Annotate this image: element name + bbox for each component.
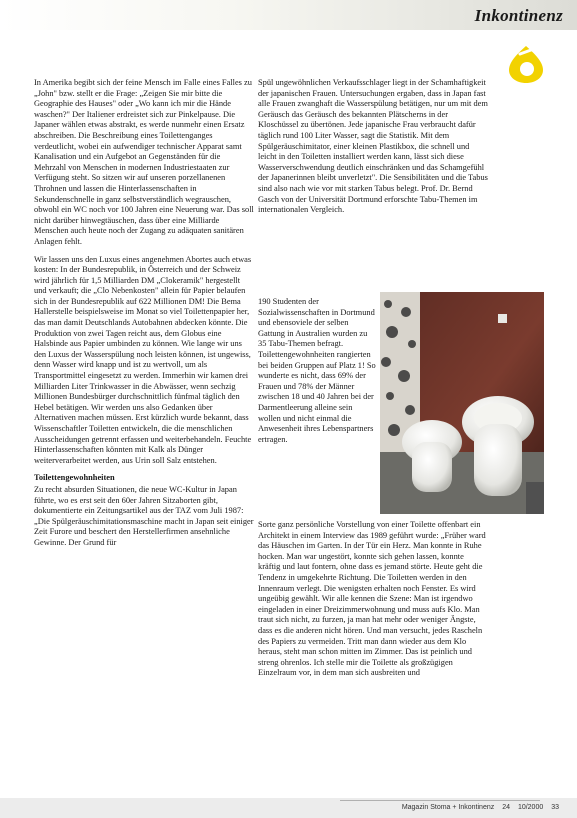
paragraph: Zu recht absurden Situationen, die neue WC-Kultur in Japan führte, wo es erst seit den 60er Jahren Sitzaborten gibt, dokumentierte ein Zeitungsartikel aus der TAZ vom Juli 1987: „Die Spülgeräuschimitationsmaschine macht in Japan seit einiger Zeit Furore und beschert den Herstellerfirmen ansehnliche Gewinne. Der Grund für [34,484,254,547]
article-column-1 [34,78,254,788]
issue-number: 24 [502,804,510,811]
footer-text [396,804,559,811]
paragraph: 190 Studenten der Sozialwissenschaften in Dortmund und ebensoviele der selben Gattung in Australien wurden zu 35 Tabu-Themen befragt. Toilettengewohnheiten rangierten bei beiden Gruppen auf Platz 1! So wunderte es nicht, dass 69% der Frauen und 78% der Männer zwischen 18 und 40 Jahren bei der Darmentleerung alleine sein wollen und nicht einmal die Anwesenheit ihres Lebenspartners ertragen. [258,297,376,444]
issue-date: 10/2000 [517,804,544,811]
paragraph: In Amerika begibt sich der feine Mensch im Falle eines Falles zu „John" bzw. stellt er die Frage: „Zeigen Sie mir bitte die Geographie des Hauses" oder „Wo kann ich mir die Hände waschen?" Der Italiener erdreistet sich zur Pinkelpause. Die Japaner wählen etwas abstrakt, es werde nunmehr einen Ersatz abschreiben. Die Beschreibung eines Toilettenganges verdeutlicht, wobei ein aufwendiger technischer Apparat samt Kanalisation und ein Aufgebot an Gegenständen für die Mehrzahl von Menschen in modernen Industriestaaten zur Verfügung steht. So sitzen wir auf unseren porzellanenen Throhnen und lassen die Hinterlassenschaften in Sekundenschnelle in ganz selbstverständlich wegrauschen, obwohl ein WC noch vor 100 Jahren eine Neuerung war. Das soll nicht darüber hinwegtäuschen, dass über eine Milliarde Menschen auch heute noch der Zugang zu adäquaten sanitären Anlagen fehlt. [34,78,254,246]
subheading: Toilettengewohnheiten [34,473,115,483]
article-column-2-narrow [258,297,376,515]
paragraph: Sorte ganz persönliche Vorstellung von einer Toilette offenbart ein Architekt in einem Interview das 1989 geführt wurde: „Früher ward das Häuschen im Garten. In der Tür ein Herz. Man konnte in Ruhe hocken. Man war ungestört, konnte sich gehen lassen, konnte kräftig und laut fontern, ohne dass es jemand störte. Heute geht die Tendenz in umgekehrte Richtung. Die Toiletten werden in den Innenraum verlegt. Die wenigsten erhalten noch Fenster. Es wird ungeübig gewählt. Wir alle kennen die Szene: Man ist irgendwo eingeladen in einer Dreizimmerwohnung und muss aufs Klo. Man traut sich nicht, zu furzen, ja man hat mehr oder weniger Ängste, dass es die anderen nicht hören. Und man versucht, jedes Rascheln des Papiers zu vermeiden. Tritt man dann wieder aus dem Klo heraus, steht man schon mitten im Zimmer. Das ist peinlich und streng ohrenlos. Ich stelle mir die Toilette als großzügigen Einzelraum vor, in dem man sich ausbreiten und [258,520,486,678]
section-title: Inkontinenz [474,6,563,25]
magazine-name: Magazin Stoma + Inkontinenz [401,804,495,811]
footer-rule [340,800,540,801]
paragraph: Wir lassen uns den Luxus eines angenehmen Abortes auch etwas kosten: In der Bundesrepublik, in Österreich und der Schweiz wird jährlich für 1,5 Milliarden DM „Clokeramik" hergestellt und verkauft; die „Clo Nebenkosten" allein für Papier belaufen sich in der Bundesrepublik auf 622 Millionen DM! Die Bema Hallerstelle beispielsweise im Monat so viel Toilettenpapier her, das man damit Deutschlands Autobahnen abdecken könnte. Die Produktion von zwei Tagen reicht aus, dem Globus eine Halsbinde aus Papier umbinden zu können. Wie lange wir uns den Luxus der Wasserspülung noch leisten können, ist ungewiss, denn Wasser wird knapp und ist zu wertvoll, um als Transportmittel eingesetzt zu werden. Immerhin wir kamen drei Milliarden Liter Trinkwasser in die Abwässer, wenn sechzig Millionen Bundesbürger durchschnittlich fünfmal täglich den Hebel betätigen. Wir werden uns also Gedanken über Alternativen machen müssen. Erst kürzlich wurde bekannt, dass Wissenschaftler Toiletten entwickeln, die die menschlichen Ausscheidungen getrennt erfassen und weiterbehandeln. Feuchte Hinterlassenschaften könnten mit Kalk als Dünger weiterverarbeitet werden, aus Urin soll Salz entstehen. [34,254,252,465]
page-number: 33 [551,804,559,811]
toilet-bidet-image [380,292,544,514]
yellow-drop-logo-icon [507,44,545,84]
article-column-2-bottom [258,520,488,790]
article-column-2-top [258,78,488,288]
paragraph: Spül ungewöhnlichen Verkaufsschlager liegt in der Schamhaftigkeit der japanischen Frauen. Untersuchungen ergaben, dass in Japan fast alle Frauen zwanghaft die Wasserspülung betätigen, nur um mit dem Geräusch das Geräusch des bekannten Plätscherns in der Kloschüssel zu übertönen. Jede japanische Frau verbraucht dafür täglich rund 100 Liter Wasser, sagt die Statistik. Mit dem Spülgeräuschimitator, einer kleinen Plastikbox, die schnell und leicht in den Toiletten installiert werden kann, lässt sich diese Wasserverschwendung deutlich einschränken und das Schamgefühl der Japanerinnen bleibt unverletzt". Die Sensibilitäten und die Tabus sind also nach wie vor mit starken Tabus belegt. Prof. Dr. Bernd Gasch von der Universität Dortmund erforschte Tabu-Themen im internationalen Vergleich. [258,78,488,215]
toilet-photo [380,292,544,514]
page-footer [0,798,577,818]
